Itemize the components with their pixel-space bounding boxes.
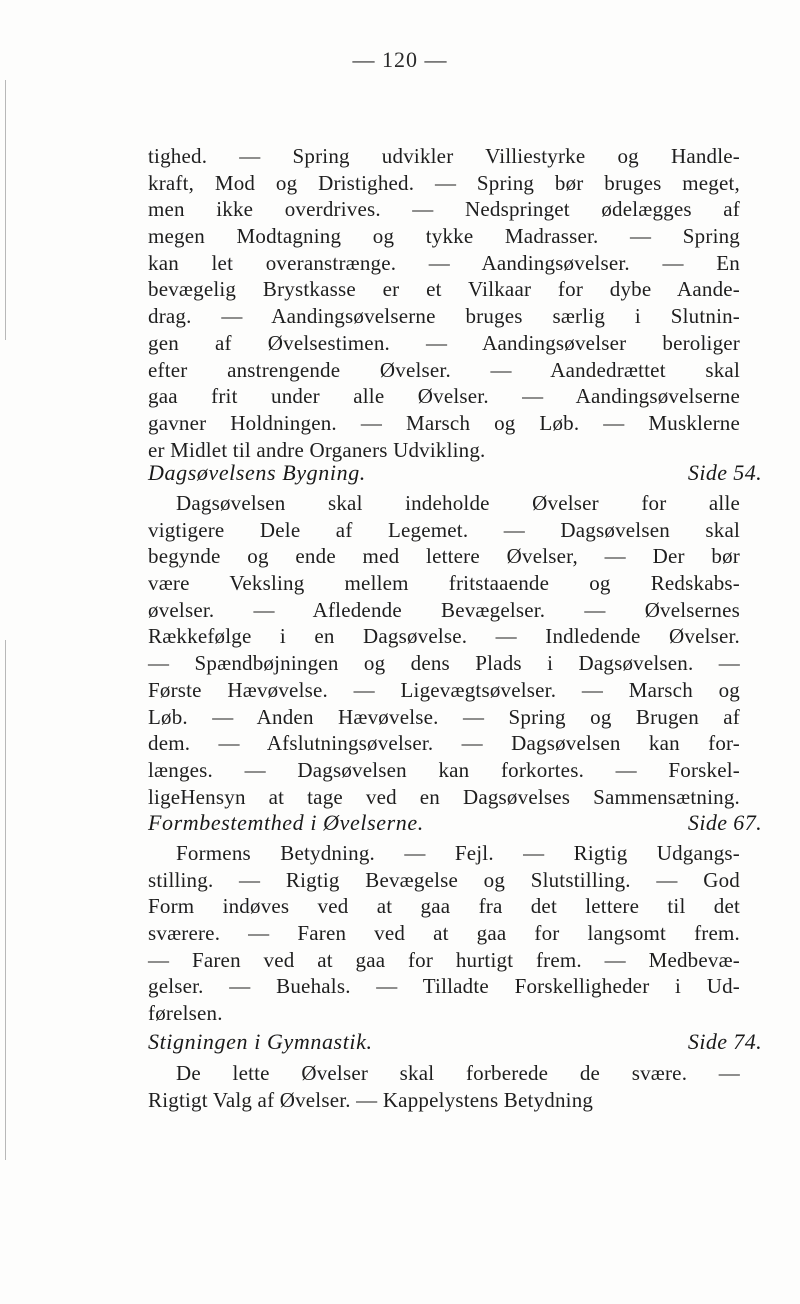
text-line: Rækkefølge i en Dagsøvelse. — Indledende Øvelser. — [148, 624, 740, 649]
section-paragraph — [148, 840, 740, 1027]
text-line: tighed. — Spring udvikler Villiestyrke og Handle- — [148, 144, 740, 168]
section-title: Stigningen i Gymnastik. — [148, 1029, 373, 1054]
section-paragraph — [148, 490, 740, 810]
text-line: gaa frit under alle Øvelser. — Aandingsøvelserne — [148, 384, 740, 409]
page-reference: Side 74. — [687, 1029, 762, 1054]
page-number: — 120 — — [352, 47, 448, 72]
paragraph-continuation — [148, 143, 740, 463]
text-line: Formens Betydning. — Fejl. — Rigtig Udgangs- — [176, 841, 740, 865]
section-heading — [148, 1029, 762, 1057]
text-line: Rigtigt Valg af Øvelser. — Kappelystens Betydning — [148, 1087, 594, 1112]
text-line: bevægelig Brystkasse er et Vilkaar for dybe Aande- — [148, 277, 740, 302]
text-line: øvelser. — Afledende Bevægelser. — Øvelsernes — [148, 597, 740, 622]
text-line: førelsen. — [148, 1001, 223, 1026]
section-title: Dagsøvelsens Bygning. — [148, 460, 366, 485]
text-line: Første Hævøvelse. — Ligevægtsøvelser. — Marsch og — [148, 677, 740, 702]
text-line: megen Modtagning og tykke Madrasser. — Spring — [148, 224, 740, 249]
text-line: Løb. — Anden Hævøvelse. — Spring og Brugen af — [148, 704, 740, 729]
text-line: sværere. — Faren ved at gaa for langsomt frem. — [148, 921, 740, 946]
text-line: kan let overanstrænge. — Aandingsøvelser. — En — [148, 250, 740, 275]
text-line: — Faren ved at gaa for hurtigt frem. — Medbevæ- — [148, 947, 740, 972]
page-edge-shadow — [5, 80, 6, 340]
text-line: ligeHensyn at tage ved en Dagsøvelses Sammensætning. — [148, 784, 740, 809]
text-line: gen af Øvelsestimen. — Aandingsøvelser beroliger — [148, 330, 740, 355]
text-line: — Spændbøjningen og dens Plads i Dagsøvelsen. — — [148, 651, 740, 676]
page-reference: Side 54. — [687, 460, 762, 485]
text-line: begynde og ende med lettere Øvelser, — Der bør — [148, 544, 740, 569]
section-heading — [148, 460, 762, 488]
page-edge-shadow — [5, 640, 6, 1160]
text-line: efter anstrengende Øvelser. — Aandedrættet skal — [148, 357, 740, 382]
page-reference: Side 67. — [687, 810, 762, 835]
text-line: De lette Øvelser skal forberede de svære. — — [176, 1061, 740, 1085]
section-heading — [148, 810, 762, 838]
text-line: stilling. — Rigtig Bevægelse og Slutstilling. — God — [148, 867, 740, 892]
text-line: længes. — Dagsøvelsen kan forkortes. — Forskel- — [148, 757, 740, 782]
text-line: gavner Holdningen. — Marsch og Løb. — Musklerne — [148, 410, 740, 435]
text-line: dem. — Afslutningsøvelser. — Dagsøvelsen kan for- — [148, 731, 740, 756]
text-line: kraft, Mod og Dristighed. — Spring bør bruges meget, — [148, 170, 740, 195]
text-line: er Midlet til andre Organers Udvikling. — [148, 437, 486, 462]
text-line: gelser. — Buehals. — Tilladte Forskelligheder i Ud- — [148, 974, 740, 999]
text-line: Dagsøvelsen skal indeholde Øvelser for alle — [176, 491, 740, 515]
text-line: drag. — Aandingsøvelserne bruges særlig i Slutnin- — [148, 304, 740, 329]
text-line: være Veksling mellem fritstaaende og Redskabs- — [148, 571, 740, 596]
text-line: vigtigere Dele af Legemet. — Dagsøvelsen skal — [148, 517, 740, 542]
text-line: Form indøves ved at gaa fra det lettere til det — [148, 894, 740, 919]
section-title: Formbestemthed i Øvelserne. — [148, 810, 424, 835]
text-line: men ikke overdrives. — Nedspringet ødelægges af — [148, 197, 740, 222]
section-paragraph — [148, 1060, 740, 1113]
